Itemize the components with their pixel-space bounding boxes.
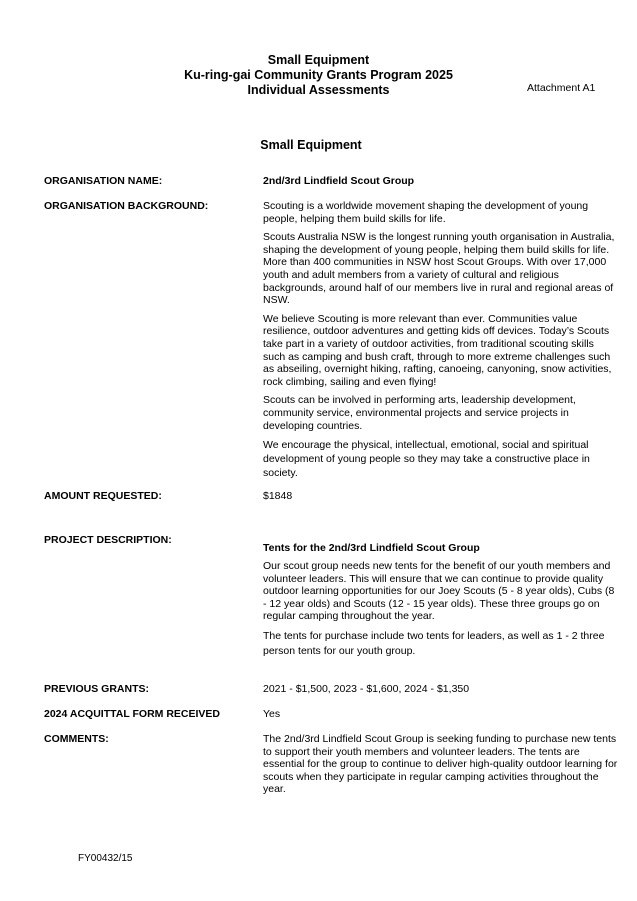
project-label: PROJECT DESCRIPTION: bbox=[44, 534, 172, 546]
background-para-4: Scouts can be involved in performing arts, leadership development, community service, environmental projects and service projects in developing countries. bbox=[263, 394, 576, 432]
project-description bbox=[263, 560, 618, 659]
attachment-label: Attachment A1 bbox=[527, 82, 596, 94]
header-line-3: Individual Assessments bbox=[247, 83, 390, 97]
amount-value: $1848 bbox=[263, 490, 293, 502]
project-para-1: Our scout group needs new tents for the benefit of our youth members and volunteer leaders. This will ensure that we can continue to provide quality outdoor learning opportunities for our Joey Scouts (5 - 8 year olds), Cubs (8 - 12 year olds) and Scouts (12 - 15 year olds). These three groups go on regular camping throughout the year. bbox=[263, 560, 615, 623]
comments-value: The 2nd/3rd Lindfield Scout Group is seeking funding to purchase new tents to support their youth members and volunteer leaders. The tents are essential for the group to continue to deliver high-quality outdoor learning for scouts when they participate in regular camping activities throughout the year. bbox=[263, 733, 618, 796]
background-para-2: Scouts Australia NSW is the longest running youth organisation in Australia, shaping the development of young people, helping them build skills for life. More than 400 communities in NSW host Scout Groups. With over 17,000 youth and adult members from a variety of cultural and religious backgrounds, around half of our members live in rural and regional areas of NSW. bbox=[263, 231, 615, 307]
previous-grants-value: 2021 - $1,500, 2023 - $1,600, 2024 - $1,350 bbox=[263, 683, 470, 695]
comments-label: COMMENTS: bbox=[44, 733, 109, 745]
project-title: Tents for the 2nd/3rd Lindfield Scout Group bbox=[263, 542, 480, 554]
background-para-1: Scouting is a worldwide movement shaping the development of young people, helping them build skills for life. bbox=[263, 200, 589, 225]
section-title: Small Equipment bbox=[260, 138, 362, 152]
previous-grants-label: PREVIOUS GRANTS: bbox=[44, 683, 150, 695]
acquittal-label: 2024 ACQUITTAL FORM RECEIVED bbox=[44, 708, 220, 720]
acquittal-value: Yes bbox=[263, 708, 281, 720]
background-para-3: We believe Scouting is more relevant than ever. Communities value resilience, outdoor adventures and getting kids off devices. Today’s Scouts take part in a variety of outdoor activities, from traditional scouting skills such as camping and bush craft, through to more extreme challenges such as abseiling, overnight hiking, rafting, canoeing, canyoning, snow activities, rock climbing, sailing and even flying! bbox=[263, 312, 612, 388]
background-value bbox=[263, 200, 618, 480]
header-line-2: Ku-ring-gai Community Grants Program 2025 bbox=[184, 68, 453, 82]
background-para-5: We encourage the physical, intellectual, emotional, social and spiritual development of young people so they may take a constructive place in society. bbox=[263, 439, 590, 480]
org-name-value: 2nd/3rd Lindfield Scout Group bbox=[263, 175, 415, 187]
project-para-2: The tents for purchase include two tents for leaders, as well as 1 - 2 three person tents for our youth group. bbox=[263, 629, 605, 657]
background-label: ORGANISATION BACKGROUND: bbox=[44, 200, 209, 212]
org-name-label: ORGANISATION NAME: bbox=[44, 175, 163, 187]
header-line-1: Small Equipment bbox=[267, 53, 370, 67]
amount-label: AMOUNT REQUESTED: bbox=[44, 490, 162, 502]
document-reference: FY00432/15 bbox=[78, 853, 133, 864]
